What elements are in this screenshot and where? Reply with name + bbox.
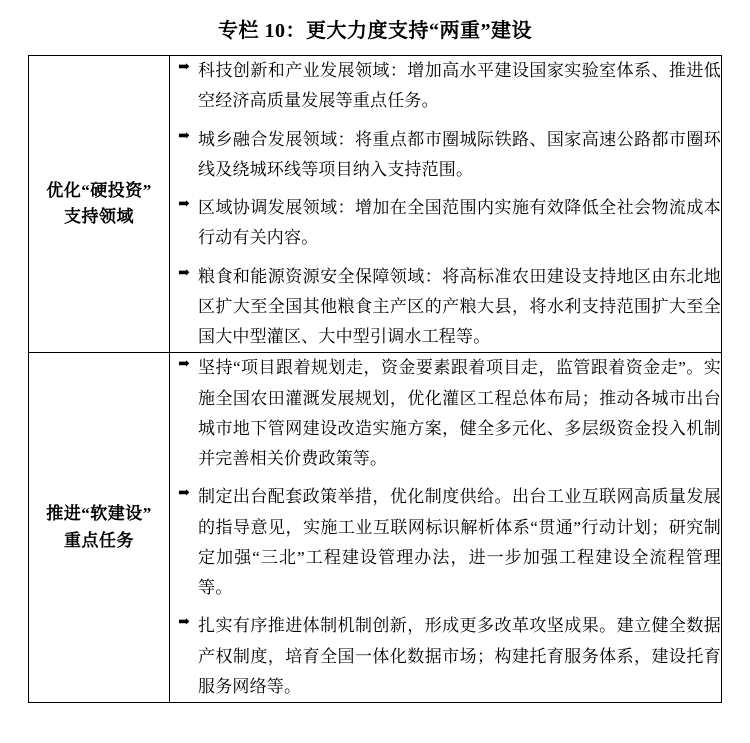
list-item xyxy=(170,56,721,117)
row-label-line: 支持领域 xyxy=(64,207,134,227)
row-label-soft-construction xyxy=(29,353,170,703)
list-item xyxy=(170,125,721,186)
row-label-line: 推进“软建设” xyxy=(46,504,152,524)
feature-box-table xyxy=(28,55,722,703)
table-row xyxy=(29,353,722,703)
table-row xyxy=(29,56,722,353)
page-title: 专栏 10：更大力度支持“两重”建设 xyxy=(218,20,532,42)
row-label-line: 优化“硬投资” xyxy=(46,180,152,200)
item-list xyxy=(170,56,721,352)
row-content-soft-construction xyxy=(170,353,722,703)
arrow-pointer-icon: ➡ xyxy=(178,60,190,75)
arrow-pointer-icon: ➡ xyxy=(178,357,190,373)
list-item-text: 科技创新和产业发展领域：增加高水平建设国家实验室体系、推进低空经济高质量发展等重点任务。 xyxy=(198,61,721,111)
row-label-hard-investment xyxy=(29,56,170,353)
list-item xyxy=(170,262,721,353)
arrow-pointer-icon: ➡ xyxy=(178,265,190,281)
item-list xyxy=(170,353,721,702)
list-item-text: 坚持“项目跟着规划走，资金要素跟着项目走，监管跟着资金走”。实施全国农田灌溉发展规划，优化灌区工程总体布局；推动各城市出台城市地下管网建设改造实施方案，健全多元化、多层级资金投入机制并完善相关价费政策等。 xyxy=(198,358,721,468)
list-item-text: 制定出台配套政策举措，优化制度供给。出台工业互联网高质量发展的指导意见，实施工业互联网标识解析体系“贯通”行动计划；研究制定加强“三北”工程建设管理办法，进一步加强工程建设全流程管理等。 xyxy=(198,487,721,597)
arrow-pointer-icon: ➡ xyxy=(178,615,190,631)
arrow-pointer-icon: ➡ xyxy=(178,128,190,144)
list-item-text: 城乡融合发展领域：将重点都市圈城际铁路、国家高速公路都市圈环线及绕城环线等项目纳入支持范围。 xyxy=(198,129,721,179)
row-label-line: 重点任务 xyxy=(64,530,134,550)
list-item xyxy=(170,353,721,474)
row-content-hard-investment xyxy=(170,56,722,353)
list-item xyxy=(170,611,721,702)
list-item-text: 扎实有序推进体制机制创新，形成更多改革攻坚成果。建立健全数据产权制度，培育全国一体化数据市场；构建托育服务体系，建设托育服务网络等。 xyxy=(198,616,721,696)
arrow-pointer-icon: ➡ xyxy=(178,197,190,212)
arrow-pointer-icon: ➡ xyxy=(178,486,190,502)
list-item xyxy=(170,193,721,254)
list-item-text: 区域协调发展领域：增加在全国范围内实施有效降低全社会物流成本行动有关内容。 xyxy=(198,198,721,248)
list-item-text: 粮食和能源资源安全保障领域：将高标准农田建设支持地区由东北地区扩大至全国其他粮食主产区的产粮大县，将水利支持范围扩大至全国大中型灌区、大中型引调水工程等。 xyxy=(198,266,721,346)
list-item xyxy=(170,482,721,603)
